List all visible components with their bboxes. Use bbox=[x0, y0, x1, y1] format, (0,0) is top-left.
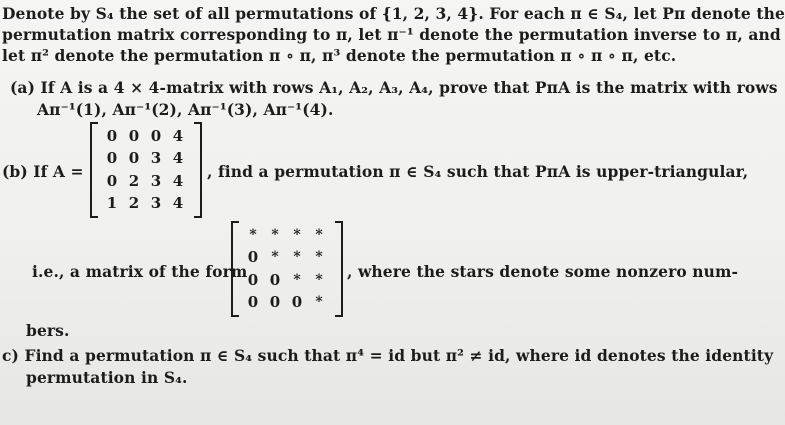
matrix-a-cell: 4 bbox=[172, 149, 184, 167]
matrix-a-cell: 0 bbox=[128, 149, 140, 167]
matrix-a-cell: 2 bbox=[128, 194, 140, 212]
form-matrix-cell: * bbox=[315, 249, 323, 265]
matrix-a bbox=[90, 122, 202, 218]
form-matrix-cell: 0 bbox=[247, 293, 259, 311]
form-matrix-cell: * bbox=[293, 227, 301, 243]
matrix-a-cell: 0 bbox=[106, 127, 118, 145]
matrix-a-cell: 0 bbox=[150, 127, 162, 145]
matrix-a-cell: 4 bbox=[172, 127, 184, 145]
matrix-a-cell: 4 bbox=[172, 172, 184, 190]
part-a-line-1: (a) If A is a 4 × 4-matrix with rows A₁, A₂, A₃, A₄, prove that PπA is the matrix with rows bbox=[10, 78, 778, 97]
form-matrix-row bbox=[231, 247, 343, 267]
part-a-line-2: Aπ⁻¹(1), Aπ⁻¹(2), Aπ⁻¹(3), Aπ⁻¹(4). bbox=[37, 100, 334, 119]
matrix-a-row bbox=[90, 148, 202, 168]
matrix-a-cell: 4 bbox=[172, 194, 184, 212]
matrix-a-cell: 2 bbox=[128, 172, 140, 190]
matrix-a-cell: 3 bbox=[150, 149, 162, 167]
form-matrix-cell: * bbox=[249, 227, 257, 243]
upper-triangular-prefix: i.e., a matrix of the form bbox=[32, 262, 248, 281]
form-matrix-cell: 0 bbox=[247, 248, 259, 266]
upper-triangular-suffix: , where the stars denote some nonzero num- bbox=[347, 262, 739, 281]
matrix-a-cell: 1 bbox=[106, 194, 118, 212]
form-matrix-cell: * bbox=[315, 294, 323, 310]
form-matrix-cell: * bbox=[315, 227, 323, 243]
form-matrix-cell: 0 bbox=[269, 271, 281, 289]
intro-line-1: Denote by S₄ the set of all permutations of {1, 2, 3, 4}. For each π ∈ S₄, let Pπ denote the bbox=[2, 4, 785, 23]
form-matrix-row bbox=[231, 292, 343, 312]
form-matrix-cell: 0 bbox=[247, 271, 259, 289]
matrix-a-cell: 0 bbox=[128, 127, 140, 145]
matrix-a-row bbox=[90, 171, 202, 191]
matrix-a-cell: 3 bbox=[150, 194, 162, 212]
part-b-continuation: bers. bbox=[26, 321, 70, 340]
form-matrix-cell: * bbox=[293, 272, 301, 288]
matrix-a-cell: 3 bbox=[150, 172, 162, 190]
form-matrix-cell: 0 bbox=[269, 293, 281, 311]
form-matrix-cell: * bbox=[315, 272, 323, 288]
form-matrix-cell: * bbox=[271, 249, 279, 265]
part-c-line-2: permutation in S₄. bbox=[26, 368, 188, 387]
form-matrix-cell: * bbox=[271, 227, 279, 243]
part-b-suffix: , find a permutation π ∈ S₄ such that PπA is upper-triangular, bbox=[207, 162, 749, 181]
matrix-a-cell: 0 bbox=[106, 149, 118, 167]
intro-line-3: let π² denote the permutation π ∘ π, π³ denote the permutation π ∘ π ∘ π, etc. bbox=[2, 46, 677, 65]
part-c-line-1: c) Find a permutation π ∈ S₄ such that π⁴ = id but π² ≠ id, where id denotes the identity bbox=[2, 346, 774, 365]
form-matrix-row bbox=[231, 270, 343, 290]
matrix-a-cell: 0 bbox=[106, 172, 118, 190]
upper-triangular-form-matrix bbox=[231, 221, 343, 317]
intro-line-2: permutation matrix corresponding to π, let π⁻¹ denote the permutation inverse to π, and bbox=[2, 25, 781, 44]
form-matrix-cell: * bbox=[293, 249, 301, 265]
form-matrix-row bbox=[231, 225, 343, 245]
matrix-a-row bbox=[90, 193, 202, 213]
matrix-a-row bbox=[90, 126, 202, 146]
part-b-prefix: (b) If A = bbox=[2, 162, 84, 181]
form-matrix-cell: 0 bbox=[291, 293, 303, 311]
